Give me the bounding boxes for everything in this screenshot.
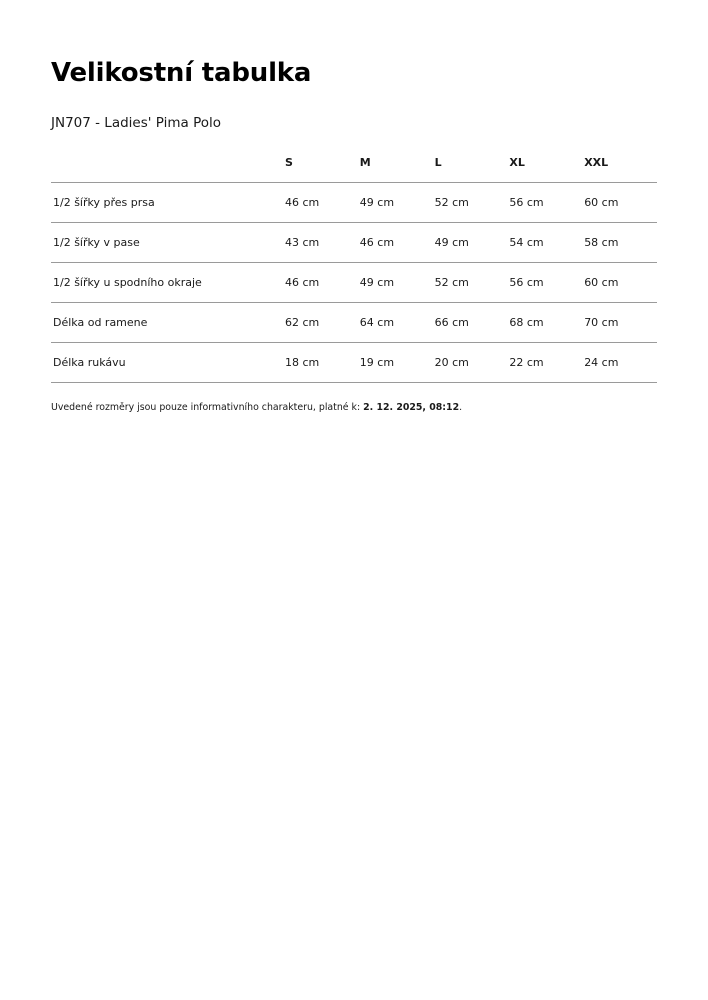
table-cell: 24 cm <box>582 343 657 383</box>
table-cell: 60 cm <box>582 263 657 303</box>
footnote-date: 2. 12. 2025, 08:12 <box>363 402 460 413</box>
table-cell: 49 cm <box>433 223 508 263</box>
table-cell: 52 cm <box>433 183 508 223</box>
table-cell: 66 cm <box>433 303 508 343</box>
row-label: Délka rukávu <box>51 343 283 383</box>
table-cell: 64 cm <box>358 303 433 343</box>
table-row <box>51 263 657 303</box>
table-cell: 56 cm <box>507 183 582 223</box>
header-label-cell <box>51 143 283 183</box>
header-size-xxl: XXL <box>582 143 657 183</box>
table-cell: 62 cm <box>283 303 358 343</box>
table-cell: 58 cm <box>582 223 657 263</box>
table-cell: 22 cm <box>507 343 582 383</box>
row-label: 1/2 šířky u spodního okraje <box>51 263 283 303</box>
validity-footnote <box>51 402 462 413</box>
table-row <box>51 183 657 223</box>
table-cell: 49 cm <box>358 263 433 303</box>
header-size-s: S <box>283 143 358 183</box>
table-cell: 19 cm <box>358 343 433 383</box>
table-cell: 52 cm <box>433 263 508 303</box>
table-cell: 56 cm <box>507 263 582 303</box>
table-cell: 60 cm <box>582 183 657 223</box>
table-row <box>51 223 657 263</box>
footnote-text: Uvedené rozměry jsou pouze informativního charakteru, platné k: <box>51 402 364 413</box>
table-cell: 20 cm <box>433 343 508 383</box>
table-cell: 70 cm <box>582 303 657 343</box>
table-cell: 46 cm <box>283 183 358 223</box>
header-size-l: L <box>433 143 508 183</box>
header-size-m: M <box>358 143 433 183</box>
table-cell: 46 cm <box>358 223 433 263</box>
table-cell: 46 cm <box>283 263 358 303</box>
header-row <box>51 143 657 183</box>
size-table-body <box>51 183 657 383</box>
table-cell: 54 cm <box>507 223 582 263</box>
table-row <box>51 303 657 343</box>
size-table <box>51 143 657 383</box>
table-row <box>51 343 657 383</box>
product-subtitle: JN707 - Ladies' Pima Polo <box>51 115 221 131</box>
row-label: 1/2 šířky přes prsa <box>51 183 283 223</box>
row-label: 1/2 šířky v pase <box>51 223 283 263</box>
table-cell: 43 cm <box>283 223 358 263</box>
row-label: Délka od ramene <box>51 303 283 343</box>
size-table-header <box>51 143 657 183</box>
table-cell: 18 cm <box>283 343 358 383</box>
header-size-xl: XL <box>507 143 582 183</box>
table-cell: 49 cm <box>358 183 433 223</box>
page-title: Velikostní tabulka <box>51 58 312 88</box>
table-cell: 68 cm <box>507 303 582 343</box>
footnote-suffix: . <box>459 402 463 413</box>
